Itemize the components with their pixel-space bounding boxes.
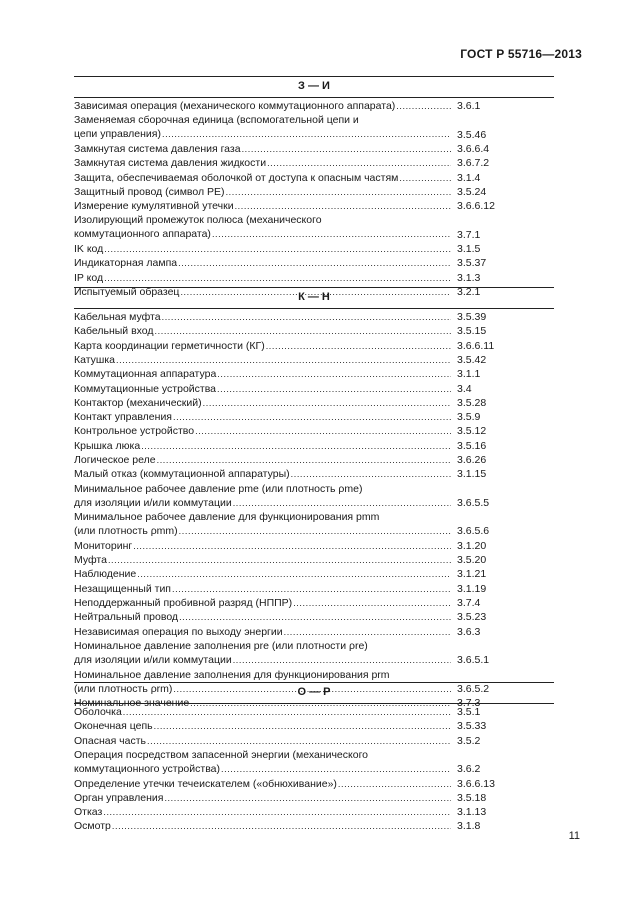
entry-line: [74, 142, 452, 156]
entry-term: Муфта: [74, 554, 107, 567]
entry-term: Измерение кумулятивной утечки: [74, 200, 234, 213]
index-entry: [74, 439, 554, 453]
entry-term: Логическое реле: [74, 454, 156, 466]
index-entry: [74, 482, 554, 510]
entry-reference: 3.1.5: [457, 243, 481, 255]
entry-line: [74, 553, 452, 567]
index-entry: [74, 367, 554, 381]
entry-line: [74, 310, 452, 324]
leader-dots: [103, 805, 451, 819]
entry-term: Контакт управления: [74, 411, 172, 424]
leader-dots: [173, 410, 451, 424]
leader-dots: [284, 625, 451, 639]
index-entry: [74, 156, 554, 170]
leader-dots: [235, 199, 451, 213]
section-rule: [74, 703, 554, 704]
index-entry: [74, 777, 554, 791]
entry-line: [74, 467, 452, 481]
entry-term: Оболочка: [74, 706, 122, 718]
entry-line: [74, 185, 452, 199]
entry-reference: 3.5.42: [457, 353, 487, 366]
index-entry: [74, 639, 554, 667]
entry-term: коммутационного аппарата): [74, 228, 211, 241]
entry-line: [74, 424, 452, 438]
leader-dots: [203, 396, 451, 410]
index-entry: [74, 705, 554, 719]
entry-term: Катушка: [74, 353, 115, 366]
index-entry: [74, 453, 554, 467]
entry-line: [74, 113, 554, 127]
entry-line: [74, 242, 452, 256]
entry-reference: 3.6.26: [457, 454, 487, 466]
leader-dots: [233, 496, 451, 510]
entry-reference: 3.6.6.4: [457, 142, 490, 155]
entry-term: Карта координации герметичности (КГ): [74, 339, 265, 352]
entry-line: [74, 453, 452, 467]
leader-dots: [112, 819, 451, 833]
entry-line: [74, 819, 452, 833]
entry-term: коммутационного устройства): [74, 762, 220, 775]
entry-term: Изолирующий промежуток полюса (механического: [74, 214, 322, 227]
entry-reference: 3.5.9: [457, 411, 481, 424]
leader-dots: [293, 596, 451, 610]
leader-dots: [221, 762, 451, 776]
entry-line: [74, 127, 452, 141]
leader-dots: [242, 142, 451, 156]
entry-term: цепи управления): [74, 128, 161, 141]
entry-term: Операция посредством запасенной энергии (механического: [74, 748, 369, 761]
index-entry: [74, 734, 554, 748]
index-entry: [74, 324, 554, 338]
leader-dots: [179, 524, 451, 538]
entry-term: Орган управления: [74, 791, 164, 804]
index-entry: [74, 553, 554, 567]
entry-reference: 3.1.21: [457, 568, 487, 581]
entry-reference: 3.5.28: [457, 396, 487, 409]
index-entry: [74, 113, 554, 141]
leader-dots: [291, 467, 451, 481]
entry-reference: 3.1.13: [457, 806, 487, 819]
section-heading: З — И: [298, 80, 330, 92]
index-entry: [74, 567, 554, 581]
entry-term: Кабельная муфта: [74, 311, 161, 323]
entry-line: [74, 625, 452, 639]
entry-reference: 3.1.19: [457, 582, 487, 595]
entry-reference: 3.7.3: [457, 697, 481, 710]
index-entry: [74, 467, 554, 481]
entry-term: Опасная часть: [74, 734, 147, 747]
leader-dots: [123, 705, 451, 719]
leader-dots: [179, 610, 451, 624]
entry-reference: 3.5.16: [457, 439, 487, 452]
index-entry: [74, 396, 554, 410]
leader-dots: [399, 171, 451, 185]
entry-line: [74, 256, 452, 270]
section-heading: К — Н: [298, 291, 330, 303]
leader-dots: [137, 567, 451, 581]
section-rule: [74, 97, 554, 98]
entry-term: Коммутационные устройства: [74, 382, 217, 395]
index-entry: [74, 410, 554, 424]
entry-line: [74, 324, 452, 338]
entry-line: [74, 596, 452, 610]
entry-term: Малый отказ (коммутационной аппаратуры): [74, 468, 290, 481]
leader-dots: [164, 791, 451, 805]
entry-term: Номинальное давление заполнения для функционирования prm: [74, 668, 390, 681]
leader-dots: [338, 777, 451, 791]
entry-reference: 3.5.12: [457, 425, 487, 438]
entry-term: Номинальное значение: [74, 697, 190, 710]
entry-reference: 3.5.23: [457, 611, 487, 624]
leader-dots: [396, 99, 451, 113]
index-entry: [74, 625, 554, 639]
entry-reference: 3.4: [457, 382, 472, 395]
leader-dots: [133, 539, 451, 553]
index-entry: [74, 199, 554, 213]
entry-term: Защитный провод (символ PE): [74, 185, 225, 198]
entry-line: [74, 410, 452, 424]
section-rule-top: [74, 682, 554, 683]
entry-reference: 3.5.15: [457, 325, 487, 338]
entry-term: Защита, обеспечиваемая оболочкой от доступа к опасным частям: [74, 171, 399, 184]
index-entry: [74, 596, 554, 610]
entry-term: IP код: [74, 271, 104, 284]
index-entry: [74, 719, 554, 733]
entry-term: IK код: [74, 243, 104, 255]
entry-reference: 3.6.6.11: [457, 339, 495, 352]
section-rule-top: [74, 76, 554, 77]
entry-line: [74, 610, 452, 624]
entry-reference: 3.5.1: [457, 706, 481, 718]
entry-line: [74, 227, 452, 241]
entry-term: Зависимая операция (механического коммутационного аппарата): [74, 100, 396, 112]
entry-term: Определение утечки течеискателем («обнюхивание»): [74, 777, 337, 790]
entry-line: [74, 482, 554, 496]
section-rule: [74, 308, 554, 309]
entry-term: Замкнутая система давления газа: [74, 142, 241, 155]
entry-reference: 3.1.8: [457, 820, 481, 833]
leader-dots: [141, 439, 451, 453]
entry-line: [74, 719, 452, 733]
entry-reference: 3.1.20: [457, 539, 487, 552]
index-entry: [74, 424, 554, 438]
leader-dots: [157, 453, 451, 467]
entry-line: [74, 510, 554, 524]
leader-dots: [267, 156, 451, 170]
index-entry: [74, 510, 554, 538]
entry-line: [74, 653, 452, 667]
entry-reference: 3.5.39: [457, 311, 487, 323]
entry-term: (или плотность ρmm): [74, 525, 178, 538]
entry-line: [74, 805, 452, 819]
leader-dots: [162, 310, 451, 324]
leader-dots: [217, 382, 451, 396]
entry-reference: 3.6.5.6: [457, 525, 490, 538]
entry-line: [74, 171, 452, 185]
leader-dots: [195, 424, 451, 438]
index-entry: [74, 142, 554, 156]
entry-line: [74, 539, 452, 553]
entry-line: [74, 582, 452, 596]
index-entry: [74, 610, 554, 624]
leader-dots: [212, 227, 451, 241]
entry-line: [74, 791, 452, 805]
entry-term: Нейтральный провод: [74, 611, 179, 624]
entry-line: [74, 639, 554, 653]
entry-reference: 3.7.4: [457, 597, 481, 609]
index-entry: [74, 256, 554, 270]
leader-dots: [104, 242, 451, 256]
entry-term: Заменяемая сборочная единица (вспомогательной цепи и: [74, 114, 359, 127]
entry-term: Незащищенный тип: [74, 582, 171, 595]
entry-reference: 3.5.18: [457, 791, 487, 804]
leader-dots: [154, 719, 451, 733]
entry-term: Минимальное рабочее давление для функционирования pmm: [74, 511, 380, 524]
entry-term: для изоляции и/или коммутации: [74, 653, 232, 666]
leader-dots: [226, 185, 451, 199]
index-entry: [74, 271, 554, 285]
section-heading: О — Р: [297, 686, 331, 698]
entry-term: (или плотность ρrm): [74, 682, 173, 695]
document-header: ГОСТ Р 55716—2013: [460, 47, 582, 61]
entry-term: Индикаторная лампа: [74, 257, 178, 270]
entry-line: [74, 777, 452, 791]
entry-line: [74, 367, 452, 381]
entry-reference: 3.5.37: [457, 257, 487, 270]
entry-term: Номинальное давление заполнения pre (или плотности ρre): [74, 639, 368, 652]
entry-line: [74, 353, 452, 367]
entry-reference: 3.6.5.2: [457, 682, 490, 695]
leader-dots: [217, 367, 451, 381]
entry-reference: 3.5.46: [457, 128, 487, 141]
leader-dots: [266, 339, 451, 353]
entry-reference: 3.2.1: [457, 285, 481, 298]
entry-term: Отказ: [74, 806, 103, 819]
entry-term: Неподдержанный пробивной разряд (НППР): [74, 597, 293, 609]
entry-reference: 3.5.33: [457, 720, 487, 733]
leader-dots: [108, 553, 451, 567]
entry-term: Коммутационная аппаратура: [74, 368, 217, 381]
entry-reference: 3.5.2: [457, 734, 481, 747]
entry-reference: 3.1.4: [457, 171, 481, 184]
index-entry: [74, 582, 554, 596]
entry-term: Мониторинг: [74, 539, 133, 552]
entry-reference: 3.6.5.1: [457, 654, 490, 667]
entry-term: Независимая операция по выходу энергии: [74, 625, 283, 638]
index-entry: [74, 242, 554, 256]
leader-dots: [178, 256, 451, 270]
entry-line: [74, 199, 452, 213]
entry-term: Контрольное устройство: [74, 425, 195, 438]
entry-line: [74, 156, 452, 170]
entry-reference: 3.1.15: [457, 468, 487, 481]
entry-line: [74, 705, 452, 719]
entry-term: для изоляции и/или коммутации: [74, 496, 232, 509]
entry-reference: 3.6.5.5: [457, 496, 490, 509]
entry-term: Замкнутая система давления жидкости: [74, 157, 267, 170]
entry-term: Кабельный вход: [74, 325, 154, 338]
index-entry: [74, 382, 554, 396]
entry-reference: 3.1.3: [457, 271, 481, 284]
entry-line: [74, 339, 452, 353]
entry-reference: 3.6.1: [457, 100, 481, 112]
leader-dots: [147, 734, 451, 748]
index-entry: [74, 819, 554, 833]
entry-reference: 3.7.1: [457, 228, 481, 241]
leader-dots: [104, 271, 451, 285]
entry-line: [74, 496, 452, 510]
entry-line: [74, 524, 452, 538]
entry-term: Оконечная цепь: [74, 720, 153, 733]
leader-dots: [172, 582, 451, 596]
index-entry: [74, 748, 554, 776]
entry-line: [74, 439, 452, 453]
index-entry: [74, 539, 554, 553]
index-entry: [74, 805, 554, 819]
entry-reference: 3.1.1: [457, 368, 481, 381]
index-entry: [74, 213, 554, 241]
index-entry: [74, 185, 554, 199]
entry-line: [74, 734, 452, 748]
leader-dots: [116, 353, 451, 367]
entry-term: Крышка люка: [74, 439, 141, 452]
entry-line: [74, 99, 452, 113]
leader-dots: [233, 653, 451, 667]
entry-term: Минимальное рабочее давление pme (или плотность ρme): [74, 482, 363, 495]
page-number: 11: [568, 830, 580, 842]
entry-reference: 3.6.6.13: [457, 777, 495, 790]
index-entry: [74, 310, 554, 324]
entry-reference: 3.6.2: [457, 763, 481, 776]
entry-term: Испытуемый образец: [74, 285, 180, 298]
leader-dots: [162, 127, 451, 141]
entry-term: Осмотр: [74, 820, 111, 833]
leader-dots: [155, 324, 451, 338]
entry-line: [74, 396, 452, 410]
entry-line: [74, 668, 554, 682]
entry-reference: 3.6.6.12: [457, 200, 495, 213]
index-entry: [74, 339, 554, 353]
entry-line: [74, 382, 452, 396]
section-rule-top: [74, 287, 554, 288]
entry-line: [74, 567, 452, 581]
entry-line: [74, 213, 554, 227]
index-entry: [74, 99, 554, 113]
entry-line: [74, 762, 452, 776]
entry-reference: 3.5.20: [457, 554, 487, 567]
entry-term: Контактор (механический): [74, 396, 202, 409]
entry-reference: 3.6.3: [457, 625, 481, 638]
index-entry: [74, 171, 554, 185]
entry-reference: 3.6.7.2: [457, 157, 490, 170]
entry-line: [74, 748, 554, 762]
entry-line: [74, 271, 452, 285]
entry-reference: 3.5.24: [457, 185, 487, 198]
index-entry: [74, 353, 554, 367]
entry-term: Наблюдение: [74, 568, 137, 581]
index-entry: [74, 791, 554, 805]
